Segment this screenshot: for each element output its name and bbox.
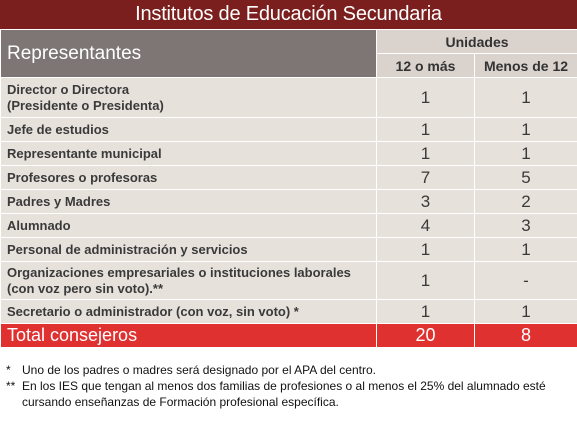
table-body — [1, 78, 577, 348]
value-menos-de-12: 3 — [475, 214, 577, 238]
footnote — [6, 362, 571, 378]
value-menos-de-12: 1 — [475, 238, 577, 262]
value-12-o-mas: 1 — [377, 78, 475, 118]
table-row — [1, 142, 577, 166]
row-label: Jefe de estudios — [1, 118, 377, 142]
column-group-unidades: Unidades — [377, 30, 577, 54]
row-label: Personal de administración y servicios — [1, 238, 377, 262]
value-menos-de-12: 1 — [475, 78, 577, 118]
value-12-o-mas: 1 — [377, 300, 475, 324]
value-12-o-mas: 1 — [377, 118, 475, 142]
row-label: Organizaciones empresariales o instituciones laborales (con voz pero sin voto).** — [1, 262, 377, 300]
value-12-o-mas: 4 — [377, 214, 475, 238]
table-title: Institutos de Educación Secundaria — [0, 0, 577, 29]
value-12-o-mas: 1 — [377, 262, 475, 300]
row-label: Alumnado — [1, 214, 377, 238]
total-menos-de-12: 8 — [475, 324, 577, 348]
row-label: Secretario o administrador (con voz, sin voto) * — [1, 300, 377, 324]
footnote-mark: ** — [6, 379, 16, 393]
table-row — [1, 190, 577, 214]
row-label: Director o Directora (Presidente o Presidenta) — [1, 78, 377, 118]
value-menos-de-12: 2 — [475, 190, 577, 214]
value-12-o-mas: 3 — [377, 190, 475, 214]
row-label: Profesores o profesoras — [1, 166, 377, 190]
value-12-o-mas: 7 — [377, 166, 475, 190]
table-row — [1, 166, 577, 190]
value-12-o-mas: 1 — [377, 142, 475, 166]
table-row — [1, 214, 577, 238]
footnote-text: En los IES que tengan al menos dos familias de profesiones o al menos el 25% del alumnado esté cursando enseñanzas de Formación profesional específica. — [22, 379, 546, 409]
table-row — [1, 262, 577, 300]
value-menos-de-12: 1 — [475, 118, 577, 142]
representatives-table — [0, 29, 577, 348]
table-row — [1, 238, 577, 262]
row-label: Padres y Madres — [1, 190, 377, 214]
column-header-menos-de-12: Menos de 12 — [475, 54, 577, 78]
table-row — [1, 300, 577, 324]
value-menos-de-12: - — [475, 262, 577, 300]
total-12-o-mas: 20 — [377, 324, 475, 348]
table-row — [1, 118, 577, 142]
value-menos-de-12: 1 — [475, 142, 577, 166]
column-header-12-o-mas: 12 o más — [377, 54, 475, 78]
value-menos-de-12: 1 — [475, 300, 577, 324]
footnote-text: Uno de los padres o madres será designado por el APA del centro. — [22, 363, 376, 377]
total-label: Total consejeros — [1, 324, 377, 348]
table-row — [1, 78, 577, 118]
column-header-representantes: Representantes — [1, 30, 377, 78]
footnote — [6, 378, 571, 410]
footnotes — [6, 362, 571, 410]
footnote-mark: * — [6, 363, 11, 377]
total-row — [1, 324, 577, 348]
value-12-o-mas: 1 — [377, 238, 475, 262]
value-menos-de-12: 5 — [475, 166, 577, 190]
row-label: Representante municipal — [1, 142, 377, 166]
